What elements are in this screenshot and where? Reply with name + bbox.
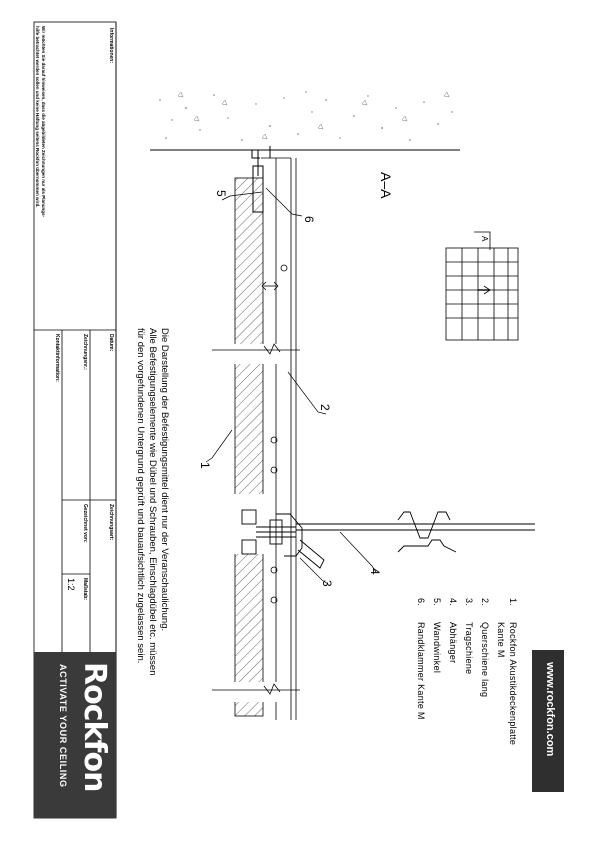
legend-item-1b: Kante M (496, 622, 506, 658)
ceiling-grid-detail (446, 232, 518, 340)
legend-num-3: 3. (464, 598, 474, 607)
callout-2: 2 (318, 404, 332, 411)
note-line-3: für den vorgefundenen Untergrund geprüft und bauaufsichtlich zugelassen sein. (135, 328, 146, 664)
callout-6: 6 (302, 216, 316, 223)
legend-num-1: 1. (508, 598, 518, 607)
legend-num-6: 6. (416, 598, 426, 607)
callout-3: 3 (320, 580, 334, 587)
concrete-ceiling (150, 91, 460, 150)
datum-label: Datum: (108, 334, 114, 352)
gezeichnet-label: Gezeichnet von: (82, 504, 88, 543)
kontaktinfo-label: Kontaktinformation: (54, 334, 60, 382)
brand-tagline: ACTIVATE YOUR CEILING (58, 664, 68, 788)
disclaimer-line-1: Wir möchten Sie darauf hinweisen, dass die abgebildeten Zeichnungen nur als Planungs- (41, 26, 46, 217)
disclaimer-line-2: hilfe betrachtet werden sollen und keine Haftung seitens Rockfon übernommen wird. (35, 26, 40, 208)
zeichnungsnr-label: Zeichnungsnr.: (82, 334, 88, 370)
cross-rail (261, 158, 296, 720)
hanger-rod (296, 512, 535, 552)
section-marker-a: A (480, 236, 489, 242)
zeichnungsart-label: Zeichnungsart: (108, 504, 114, 541)
rail-holes (271, 265, 287, 603)
callout-1: 1 (198, 462, 212, 469)
legend-num-2: 2. (480, 598, 490, 607)
note-line-1: Die Darstellung der Befestigungsmittel dient nur der Veranschaulichung. (159, 328, 170, 632)
informationen-label: Informationen: (108, 28, 114, 63)
legend-num-5: 5. (432, 598, 442, 607)
section-label: A–A (378, 172, 394, 199)
note-line-2: Alle Befestigungselemente wie Dübel und Schrauben, Einschlagdübel etc. müssen (147, 328, 158, 676)
legend-num-4: 4. (448, 598, 458, 607)
callout-4: 4 (368, 568, 382, 575)
legend-item-4: Abhänger (448, 622, 458, 664)
acoustic-panel (226, 178, 284, 716)
callout-5: 5 (214, 190, 228, 197)
legend-item-5: Wandwinkel (432, 622, 442, 674)
massstab-value: 1:2 (66, 578, 76, 591)
brand-url[interactable]: www.rockfon.com (544, 662, 556, 757)
legend-item-6: Randklammer Kante M (416, 622, 426, 720)
legend-item-3: Tragschiene (464, 622, 474, 675)
legend-item-2: Querschiene lang (480, 622, 490, 698)
brand-logo: Rockfon (77, 662, 112, 792)
legend-item-1: Rockfon Akustikdeckenplatte (508, 622, 518, 746)
massstab-label: Maßstab: (82, 578, 88, 600)
movement-arrow (262, 282, 278, 290)
